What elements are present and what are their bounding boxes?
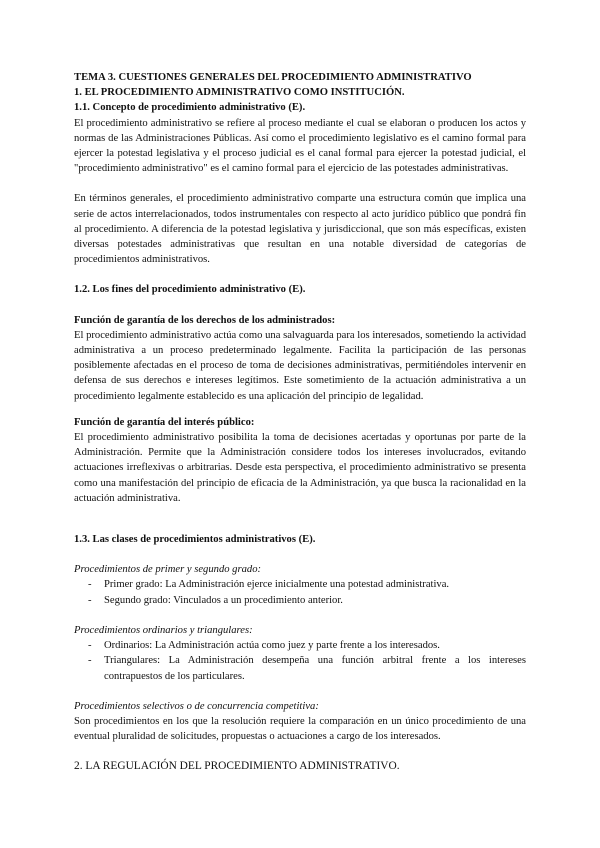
document-page [74,70,526,775]
guarantee-public-heading: Función de garantía del interés público: [74,416,255,428]
tipo-heading: Procedimientos ordinarios y triangulares: [74,624,253,636]
guarantee-rights-paragraph: El procedimiento administrativo actúa como una salvaguarda para los interesados, sometiendo la actividad administrativa a un proceso predeterminado legalmente. Facilita la participación de las personas posiblemente afectadas en el proceso de toma de decisiones administrativas, permitiéndoles intervenir en defensa de sus derechos e intereses legítimos. Este sometimiento de la actuación administrativa a un procedimiento legalmente establecido es una aplicación del principio de legalidad. [74,329,526,402]
list-item: - Primer grado: La Administración ejerce inicialmente una potestad administrativa. [88,579,450,591]
list-item: - Triangulares: La Administración desempeña una función arbitral frente a los intereses contrapuestos de los particulares. [88,655,526,682]
guarantee-rights-heading: Función de garantía de los derechos de los administrados: [74,314,336,326]
section-2-heading: 2. LA REGULACIÓN DEL PROCEDIMIENTO ADMINISTRATIVO. [74,760,400,773]
subsection-1-2-heading: 1.2. Los fines del procedimiento administrativo (E). [74,284,306,296]
list-item: - Segundo grado: Vinculados a un procedimiento anterior. [88,594,343,606]
list-item: - Ordinarios: La Administración actúa como juez y parte frente a los interesados. [88,640,440,652]
grado-heading: Procedimientos de primer y segundo grado: [74,564,262,576]
grado-list [74,577,526,607]
selectivos-heading: Procedimientos selectivos o de concurrencia competitiva: [74,700,319,712]
document-title: TEMA 3. CUESTIONES GENERALES DEL PROCEDIMIENTO ADMINISTRATIVO [74,72,472,83]
selectivos-paragraph: Son procedimientos en los que la resolución requiere la comparación en un único procedimiento de una eventual pluralidad de solicitudes, propuestas o actuaciones a cargo de los interesados. [74,715,526,743]
tipo-list [74,638,526,684]
section-1-heading: 1. EL PROCEDIMIENTO ADMINISTRATIVO COMO INSTITUCIÓN. [74,87,405,99]
subsection-1-1-heading: 1.1. Concepto de procedimiento administrativo (E). [74,102,306,114]
concept-paragraph-1: El procedimiento administrativo se refiere al proceso mediante el cual se elaboran o producen los actos y normas de las Administraciones Públicas. Así como el procedimiento legislativo es el camino formal para ejercer la potestad legislativa y el proceso judicial es el canal formal para ejercer la potestad judicial, el "procedimiento administrativo" es el camino formal para el ejercicio de las potestades administrativas. [74,117,526,175]
guarantee-public-paragraph: El procedimiento administrativo posibilita la toma de decisiones acertadas y oportunas por parte de la Administración. Permite que la Administración considere todos los intereses involucrados, evitando actuaciones irreflexivas o arbitrarias. Desde esta perspectiva, el procedimiento administrativo se presenta como una manifestación del principio de eficacia de la Administración, ya que busca la racionalidad en la actuación administrativa. [74,432,526,504]
concept-paragraph-2: En términos generales, el procedimiento administrativo comparte una estructura común que implica una serie de actos interrelacionados, todos instrumentales con respecto al acto jurídico público que pondrá fin al procedimiento. A diferencia de la potestad legislativa y jurisdiccional, que son más específicas, existen diversas potestades administrativas que resultan en una notable diversidad de categorías de procedimientos administrativos. [74,193,526,266]
subsection-1-3-heading: 1.3. Las clases de procedimientos administrativos (E). [74,534,316,546]
